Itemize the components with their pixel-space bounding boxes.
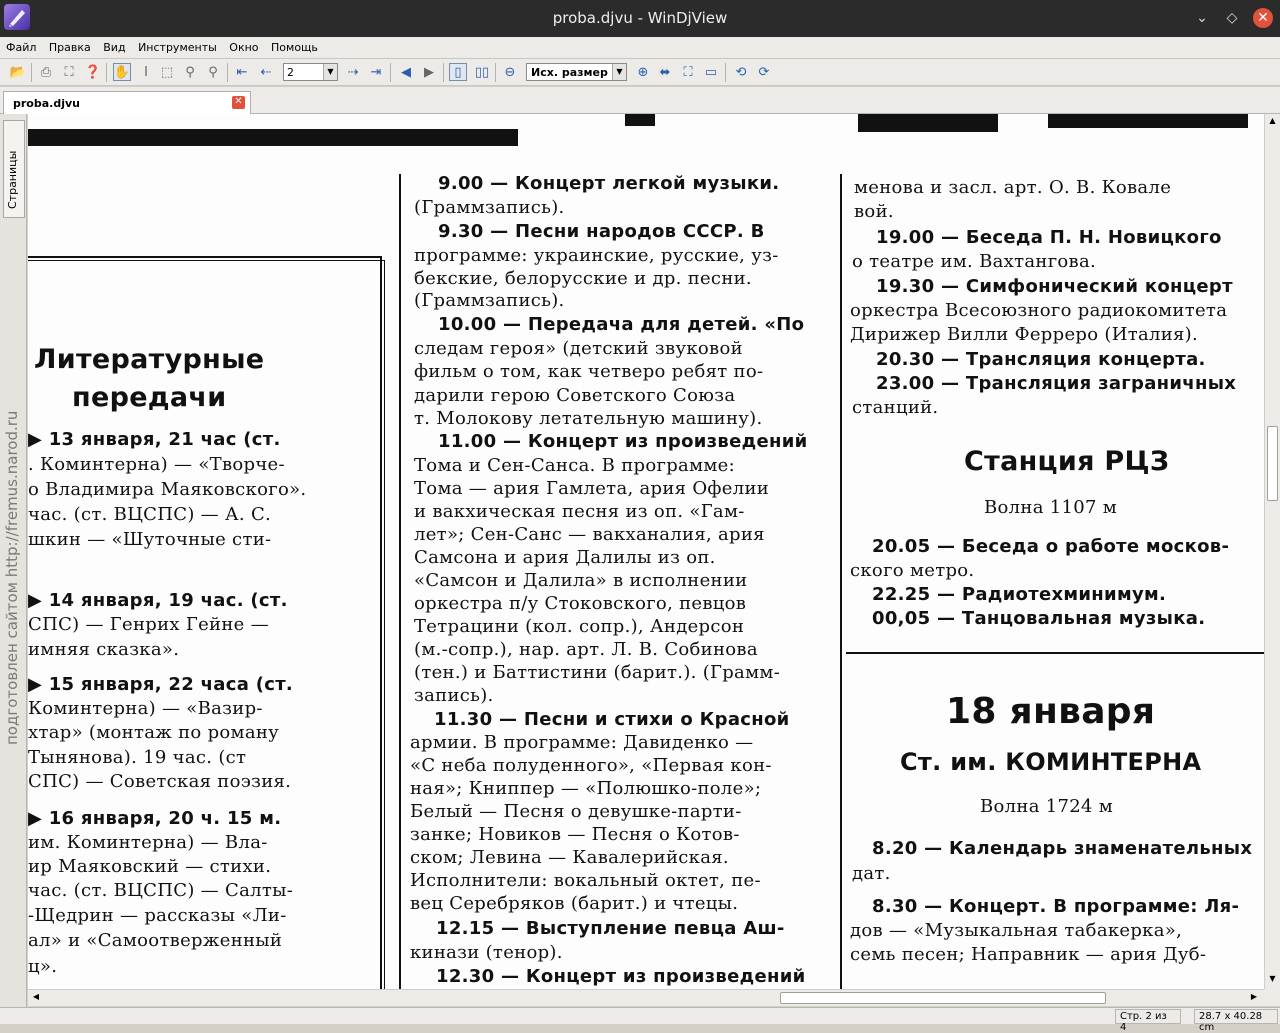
text-line: лет»; Сен-Санс — вакханалия, ария: [414, 524, 765, 545]
date-wave: Волна 1724 м: [980, 796, 1114, 817]
text-line: Исполнители: вокальный октет, пе-: [410, 870, 761, 891]
page-number-input[interactable]: 2 ▼: [283, 63, 338, 81]
text-line: станций.: [852, 397, 939, 418]
back-icon[interactable]: ◀: [401, 64, 411, 80]
close-tab-icon[interactable]: ✕: [232, 96, 245, 109]
text-line: 00,05 — Танцовальная музыка.: [872, 608, 1206, 629]
text-line: 11.30 — Песни и стихи о Красной: [434, 709, 790, 730]
text-line: запись).: [414, 685, 494, 706]
text-line: 12.30 — Концерт из произведений: [436, 966, 806, 987]
menu-help[interactable]: Помощь: [271, 41, 318, 54]
menu-window[interactable]: Окно: [229, 41, 259, 54]
text-line: т. Молокову летательную машину).: [414, 408, 763, 429]
text-line: дат.: [852, 863, 891, 884]
text-line: о Владимира Маяковского».: [28, 479, 307, 500]
single-page-icon[interactable]: ▯: [449, 63, 467, 81]
text-line: -Щедрин — рассказы «Ли-: [28, 905, 287, 926]
text-select-icon[interactable]: I: [144, 64, 148, 80]
pages-tab[interactable]: Страницы: [3, 120, 25, 218]
text-line: ▶ 13 января, 21 час (ст.: [28, 429, 281, 450]
text-line: «Самсон и Далила» в исполнении: [414, 570, 748, 591]
chevron-down-icon[interactable]: ▼: [323, 64, 337, 80]
text-line: 20.30 — Трансляция концерта.: [876, 349, 1206, 370]
info-icon[interactable]: ❓: [84, 64, 102, 80]
scroll-thumb[interactable]: [780, 992, 1106, 1004]
text-line: оркестра Всесоюзного радиокомитета: [850, 300, 1228, 321]
menu-file[interactable]: Файл: [6, 41, 37, 54]
text-line: ц».: [28, 956, 58, 977]
watermark-text: подготовлен сайтом http://fremus.narod.ru: [3, 410, 21, 745]
text-line: 9.00 — Концерт легкой музыки.: [438, 173, 780, 194]
vertical-scrollbar[interactable]: [1264, 114, 1280, 989]
text-line: следам героя» (детский звуковой: [414, 338, 743, 359]
text-line: ▶ 14 января, 19 час. (ст.: [28, 590, 288, 611]
section-heading: передачи: [72, 382, 227, 413]
station-wave: Волна 1107 м: [984, 497, 1118, 518]
text-line: 11.00 — Концерт из произведений: [438, 431, 808, 452]
text-line: Белый — Песня о девушке-парти-: [410, 801, 742, 822]
fit-width-icon[interactable]: ⬌: [659, 64, 671, 80]
text-line: имняя сказка».: [28, 639, 180, 660]
text-line: Тынянова). 19 час. (ст: [28, 747, 247, 768]
fit-page-icon[interactable]: ⛶: [683, 64, 693, 80]
text-line: бекские, белорусские и др. песни.: [414, 268, 752, 289]
scroll-right-icon[interactable]: ▶: [1250, 992, 1258, 1001]
menu-view[interactable]: Вид: [103, 41, 126, 54]
status-bar: [0, 1007, 1280, 1033]
text-line: Тетрацини (кол. сопр.), Андерсон: [414, 616, 745, 637]
text-line: 19.00 — Беседа П. Н. Новицкого: [876, 227, 1222, 248]
title-bar: [0, 0, 1280, 37]
text-line: ир Маяковский — стихи.: [28, 856, 272, 877]
window-title: proba.djvu - WinDjView: [552, 9, 728, 27]
page-info: Стр. 2 из 4: [1115, 1009, 1181, 1024]
text-line: Дирижер Вилли Ферреро (Италия).: [850, 324, 1199, 345]
rotate-right-icon[interactable]: ⟳: [758, 64, 770, 80]
text-line: кинази (тенор).: [410, 942, 563, 963]
actual-size-icon[interactable]: ▭: [704, 64, 718, 80]
scroll-up-icon[interactable]: ▲: [1269, 116, 1276, 125]
text-line: занке; Новиков — Песня о Котов-: [410, 824, 740, 845]
text-line: 12.15 — Выступление певца Аш-: [436, 918, 785, 939]
text-line: . Коминтерна) — «Творче-: [28, 454, 285, 475]
forward-icon[interactable]: ▶: [424, 64, 434, 80]
prev-page-icon[interactable]: ⇠: [260, 64, 272, 80]
close-icon[interactable]: ✕: [1253, 8, 1273, 28]
scroll-down-icon[interactable]: ▼: [1269, 974, 1276, 983]
maximize-icon[interactable]: ◇: [1226, 10, 1238, 26]
zoom-select[interactable]: Исх. размер ▼: [526, 63, 627, 81]
next-page-icon[interactable]: ⇢: [347, 64, 359, 80]
text-line: семь песен; Направник — ария Дуб-: [850, 944, 1207, 965]
find-icon[interactable]: ⛶: [64, 64, 74, 80]
text-line: оркестра п/у Стоковского, певцов: [414, 593, 747, 614]
text-line: СПС) — Генрих Гейне —: [28, 614, 269, 635]
last-page-icon[interactable]: ⇥: [370, 64, 382, 80]
scroll-left-icon[interactable]: ◀: [32, 992, 40, 1001]
zoom-rect-icon[interactable]: ⚲: [208, 64, 218, 80]
horizontal-scrollbar[interactable]: [28, 989, 1264, 1006]
text-line: Тома и Сен-Санса. В программе:: [414, 455, 735, 476]
tab-document[interactable]: [3, 91, 251, 114]
section-heading: Литературные: [34, 344, 265, 375]
text-line: (тен.) и Баттистини (барит.). (Грамм-: [414, 662, 781, 683]
text-line: СПС) — Советская поэзия.: [28, 771, 292, 792]
menu-tools[interactable]: Инструменты: [138, 41, 217, 54]
text-line: ского метро.: [850, 560, 975, 581]
text-line: 22.25 — Радиотехминимум.: [872, 584, 1167, 605]
date-heading: 18 января: [946, 691, 1156, 732]
chevron-down-icon[interactable]: ▼: [612, 64, 626, 80]
text-line: Тома — ария Гамлета, ария Офелии: [414, 478, 770, 499]
text-line: дарили герою Советского Союза: [414, 385, 736, 406]
tab-strip: [0, 87, 1280, 114]
text-line: ▶ 16 января, 20 ч. 15 м.: [28, 808, 282, 829]
text-line: программе: украинские, русские, уз-: [414, 245, 779, 266]
text-line: «С неба полуденного», «Первая кон-: [410, 755, 772, 776]
menu-edit[interactable]: Правка: [48, 41, 91, 54]
text-line: 19.30 — Симфонический концерт: [876, 276, 1233, 297]
text-line: ал» и «Самоотверженный: [28, 930, 283, 951]
scroll-corner: [1264, 989, 1280, 1006]
zoom-in-icon[interactable]: ⊕: [637, 64, 649, 80]
text-line: шкин — «Шуточные сти-: [28, 529, 272, 550]
text-line: 8.20 — Календарь знаменательных: [872, 838, 1253, 859]
text-line: (Граммзапись).: [414, 197, 565, 218]
toolbar: [0, 59, 1280, 86]
text-line: (м.-сопр.), нар. арт. Л. В. Собинова: [414, 639, 758, 660]
text-line: хтар» (монтаж по роману: [28, 722, 280, 743]
text-line: о театре им. Вахтангова.: [852, 251, 1097, 272]
page-size: 28.7 x 40.28 cm: [1194, 1009, 1278, 1024]
text-line: и вакхическая песня из оп. «Гам-: [414, 501, 745, 522]
menu-bar: [0, 37, 1280, 59]
rect-select-icon[interactable]: ⬚: [160, 64, 174, 80]
tab-label: proba.djvu: [13, 97, 80, 110]
zoom-icon[interactable]: ⚲: [185, 64, 195, 80]
text-line: час. (ст. ВЦСПС) — А. С.: [28, 504, 272, 525]
text-line: менова и засл. арт. О. В. Ковале: [854, 177, 1172, 198]
rotate-left-icon[interactable]: ⟲: [735, 64, 747, 80]
document-view[interactable]: [28, 114, 1264, 989]
text-line: 20.05 — Беседа о работе москов-: [872, 536, 1230, 557]
text-line: 23.00 — Трансляция заграничных: [876, 373, 1237, 394]
first-page-icon[interactable]: ⇤: [236, 64, 248, 80]
open-icon[interactable]: 📂: [9, 64, 27, 80]
text-line: 9.30 — Песни народов СССР. В: [438, 221, 765, 242]
text-line: армии. В программе: Давиденко —: [410, 732, 754, 753]
facing-pages-icon[interactable]: ▯▯: [474, 64, 490, 80]
print-icon[interactable]: ⎙: [40, 64, 52, 80]
text-line: ском; Левина — Кавалерийская.: [410, 847, 729, 868]
text-line: 10.00 — Передача для детей. «По: [438, 314, 805, 335]
minimize-icon[interactable]: ⌄: [1196, 10, 1208, 26]
text-line: Самсона и ария Далилы из оп.: [414, 547, 716, 568]
text-line: (Граммзапись).: [414, 290, 565, 311]
text-line: час. (ст. ВЦСПС) — Салты-: [28, 880, 294, 901]
scroll-thumb[interactable]: [1267, 426, 1278, 501]
zoom-out-icon[interactable]: ⊖: [504, 64, 516, 80]
text-line: 8.30 — Концерт. В программе: Ля-: [872, 896, 1240, 917]
date-station: Ст. им. КОМИНТЕРНА: [900, 748, 1202, 776]
text-line: вой.: [854, 201, 894, 222]
text-line: фильм о том, как четверо ребят по-: [414, 361, 764, 382]
text-line: ная»; Книппер — «Полюшко-поле»;: [410, 778, 762, 799]
text-line: ▶ 15 января, 22 часа (ст.: [28, 674, 294, 695]
station-heading: Станция РЦЗ: [964, 446, 1170, 477]
text-line: вец Серебряков (барит.) и чтецы.: [410, 893, 739, 914]
text-line: им. Коминтерна) — Вла-: [28, 832, 268, 853]
text-line: дов — «Музыкальная табакерка»,: [850, 920, 1183, 941]
hand-tool-icon[interactable]: ✋: [113, 64, 131, 80]
text-line: Коминтерна) — «Вазир-: [28, 698, 263, 719]
